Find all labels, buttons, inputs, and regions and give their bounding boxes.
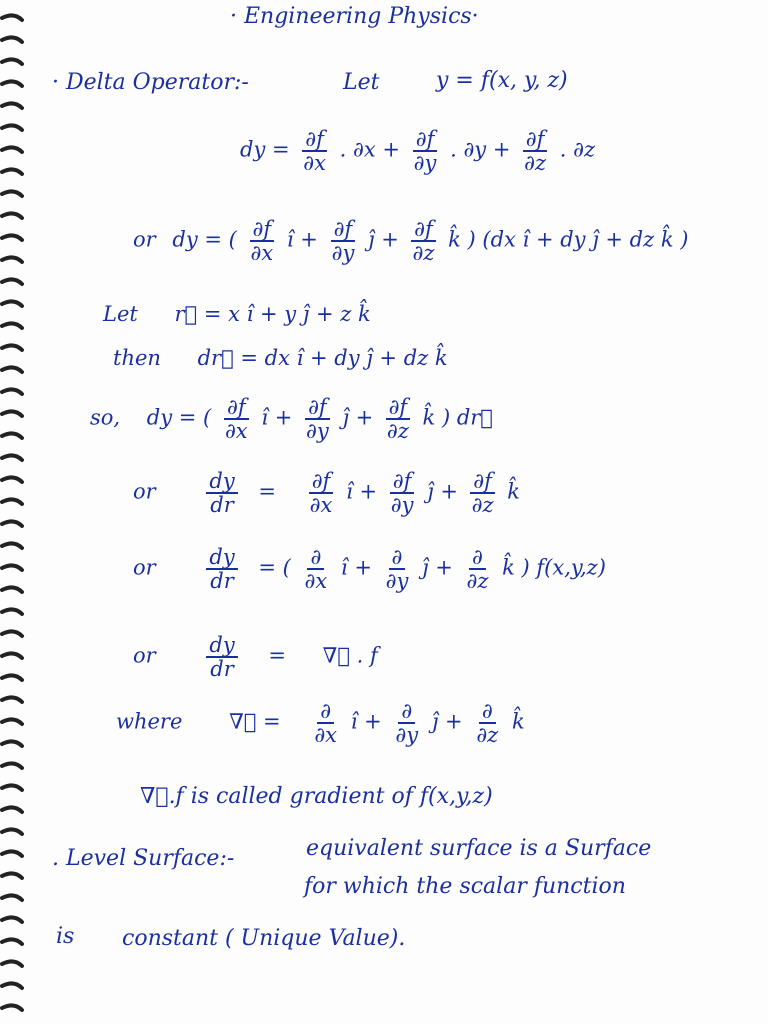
fraction [388, 470, 417, 516]
equation-dy-partials [240, 128, 595, 174]
fraction [307, 470, 336, 516]
equation-dy-dr [90, 396, 493, 442]
fraction-den: dr [210, 493, 234, 518]
fraction-den: ∂x [309, 493, 333, 518]
page-title: · Engineering Physics· [230, 4, 479, 29]
level-surface-line-3: constant ( Unique Value). [122, 926, 406, 951]
fraction [384, 396, 412, 442]
eq-term: ĵ + [342, 405, 374, 430]
fraction [392, 700, 421, 746]
eq-prefix: or [133, 479, 156, 504]
fraction-num: ∂f [305, 396, 330, 420]
fraction [302, 546, 331, 592]
eq-term: k̂ ) (dx î + dy ĵ + dz k̂ ) [448, 227, 689, 252]
fraction-den: ∂y [331, 241, 355, 266]
fraction [222, 396, 251, 442]
fraction-den: ∂z [476, 723, 499, 748]
eq-prefix: then [113, 346, 161, 370]
eq-term: k̂ [507, 479, 521, 504]
fraction-num: ∂f [386, 396, 411, 420]
fraction [469, 470, 497, 516]
eq-equals: = ( [258, 555, 291, 580]
fraction-num: ∂f [411, 218, 436, 242]
fraction-num: dy [206, 634, 237, 658]
eq-term: k̂ ) f(x,y,z) [502, 555, 606, 580]
equation-dy-over-dr [133, 470, 520, 516]
fraction [206, 634, 237, 680]
fraction [411, 128, 440, 174]
fraction [311, 700, 340, 746]
eq-term: î + [340, 555, 372, 580]
fraction-num: ∂f [523, 128, 548, 152]
fraction-num: ∂f [309, 470, 334, 494]
eq-term: . ∂y + [450, 137, 511, 162]
let-word: Let [343, 70, 380, 95]
eq-equals: = [268, 643, 286, 668]
fraction-num: ∂f [470, 470, 495, 494]
fraction-den: ∂y [390, 493, 414, 518]
eq-term: ĵ + [368, 227, 399, 252]
level-surface-line-1: equivalent surface is a Surface [306, 836, 652, 861]
level-surface-heading: . Level Surface:- [52, 846, 235, 871]
eq-term: î + [286, 227, 318, 252]
eq-term: . ∂x + [339, 137, 400, 162]
fraction-den: ∂x [314, 723, 338, 748]
fraction-den: dr [210, 569, 234, 594]
gradient-statement: ∇⃗.f is called gradient of f(x,y,z) [140, 784, 493, 809]
fraction [473, 700, 501, 746]
fraction-den: ∂z [386, 419, 409, 444]
fraction-num: ∂f [331, 218, 356, 242]
eq-rhs: ∇⃗ . f [322, 643, 378, 668]
eq-prefix: or [133, 227, 156, 252]
fraction-num: ∂ [317, 700, 334, 724]
fraction-den: ∂z [412, 241, 435, 266]
level-surface-is: is [56, 924, 75, 949]
fraction [206, 546, 237, 592]
fraction [521, 128, 549, 174]
fraction-num: ∂f [390, 470, 415, 494]
delta-operator-heading: · Delta Operator:- [52, 70, 249, 95]
equation-nabla-definition [116, 700, 525, 746]
eq-term: ĵ + [422, 555, 453, 580]
eq-prefix: so, [90, 405, 121, 430]
eq-expr: r⃗ = x î + y ĵ + z k̂ [174, 302, 371, 326]
equation-dr [113, 346, 448, 370]
fraction-num: ∂f [250, 218, 275, 242]
eq-term: k̂ ) dr⃗ [422, 405, 493, 430]
fraction-den: ∂x [303, 151, 326, 176]
fraction-den: ∂z [466, 569, 489, 594]
fraction-den: ∂y [306, 419, 329, 444]
eq-lhs: dy = [240, 137, 290, 162]
eq-term: î + [350, 709, 382, 734]
spiral-binding [0, 0, 40, 1024]
fraction-num: ∂ [307, 546, 324, 570]
equation-nabla-f [133, 634, 378, 680]
eq-term: ĵ + [427, 479, 458, 504]
fraction [248, 218, 277, 264]
equation-dy-vector-form [133, 218, 688, 264]
fraction-den: ∂y [395, 723, 419, 748]
equation-position-vector [103, 302, 371, 326]
eq-lhs: ∇⃗ = [229, 709, 281, 734]
eq-term: ĵ + [431, 709, 463, 734]
fraction-den: ∂x [224, 419, 248, 444]
fraction-num: ∂f [413, 128, 438, 152]
fraction-den: ∂z [524, 151, 547, 176]
fraction-num: ∂ [479, 700, 496, 724]
fraction-num: ∂ [469, 546, 486, 570]
fraction-num: ∂f [224, 396, 249, 420]
eq-expr: dr⃗ = dx î + dy ĵ + dz k̂ [197, 346, 448, 370]
fraction [300, 128, 329, 174]
eq-prefix: or [133, 555, 156, 580]
fraction [464, 546, 492, 592]
fraction [383, 546, 412, 592]
fraction [410, 218, 438, 264]
fraction-den: ∂y [385, 569, 409, 594]
eq-term: k̂ [511, 709, 525, 734]
fraction-num: dy [206, 470, 237, 494]
eq-prefix: where [116, 709, 183, 734]
eq-prefix: or [133, 643, 156, 668]
eq-equals: = [258, 479, 276, 504]
eq-term: î + [346, 479, 378, 504]
fraction-den: dr [210, 657, 234, 682]
eq-lhs: dy = ( [146, 405, 212, 430]
fraction-num: ∂f [302, 128, 327, 152]
fraction [329, 218, 358, 264]
fraction-num: ∂ [389, 546, 406, 570]
eq-term: î + [261, 405, 293, 430]
fraction-num: dy [206, 546, 237, 570]
fraction-den: ∂z [471, 493, 494, 518]
fraction-den: ∂x [304, 569, 328, 594]
fraction [303, 396, 332, 442]
fraction-num: ∂ [398, 700, 415, 724]
fraction-den: ∂x [250, 241, 274, 266]
eq-lhs: dy = ( [172, 227, 237, 252]
function-definition: y = f(x, y, z) [436, 68, 568, 93]
fraction [206, 470, 237, 516]
level-surface-line-2: for which the scalar function [304, 874, 626, 899]
eq-term: . ∂z [559, 137, 596, 162]
equation-operator-form [133, 546, 606, 592]
eq-prefix: Let [103, 302, 138, 326]
fraction-den: ∂y [413, 151, 437, 176]
